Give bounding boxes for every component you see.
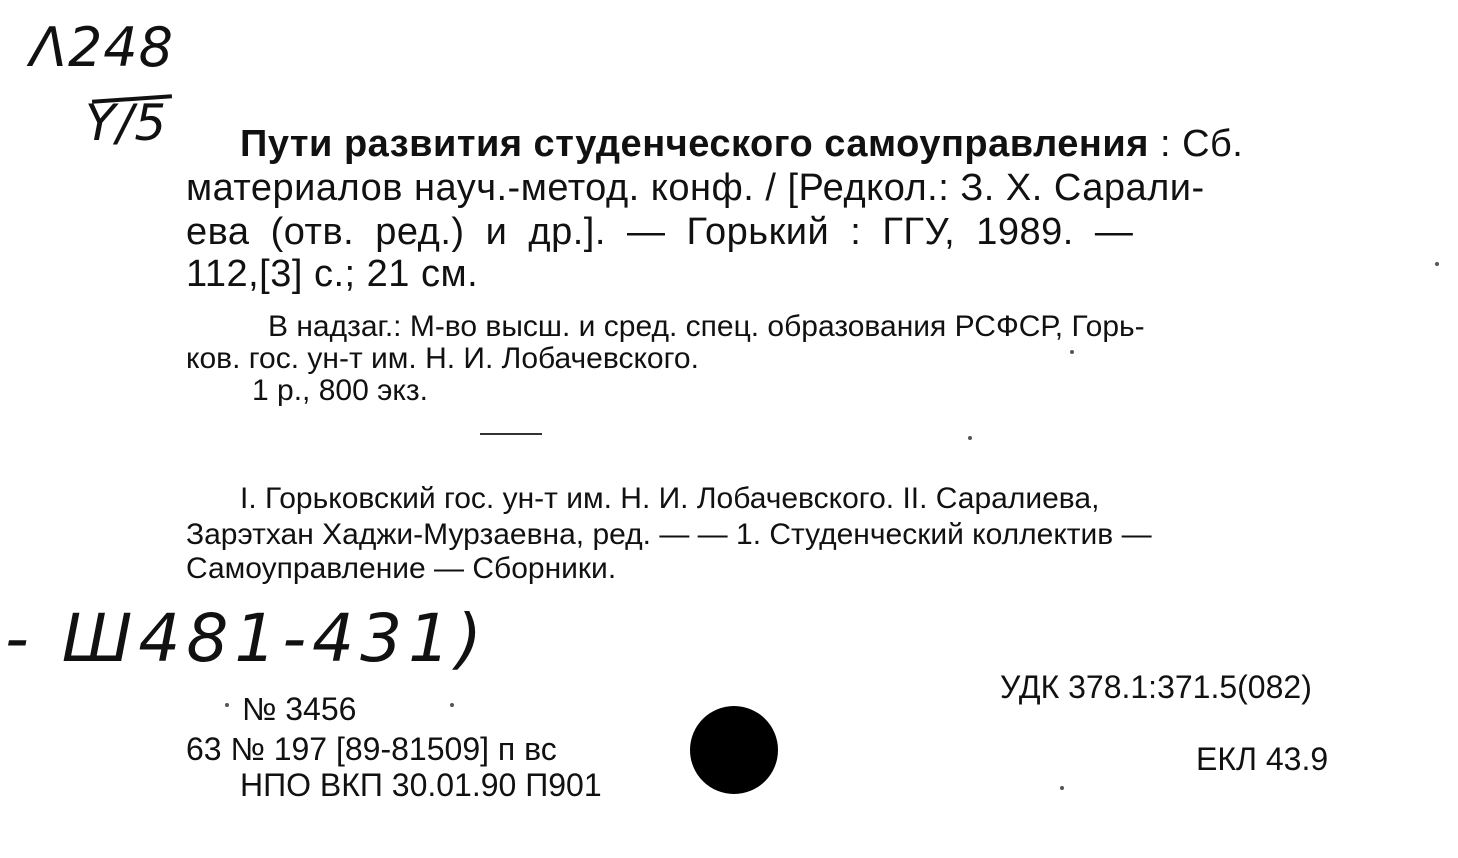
order-number: № 3456 [242, 691, 357, 727]
ink-speck [225, 703, 229, 707]
punch-hole [690, 706, 778, 794]
entry-line-3: ева (отв. ред.) и др.]. — Горький : ГГУ, 1989. — [186, 211, 1134, 253]
handwritten-call-number: Y/5 [85, 94, 168, 152]
ink-speck [1060, 786, 1064, 790]
entry-line-4: 112,[3] с.; 21 см. [186, 253, 479, 295]
entry-title-suffix: : Сб. [1159, 123, 1244, 165]
tracing-line-3: Самоуправление — Сборники. [186, 552, 617, 585]
tracing-line-2: Зарэтхан Хаджи-Мурзаевна, ред. — — 1. Студенческий коллектив — [186, 518, 1152, 551]
print-info: 63 № 197 [89-81509] п вс [186, 731, 557, 767]
npo-info: НПО ВКП 30.01.90 П901 [240, 767, 602, 803]
ink-speck [1070, 350, 1074, 354]
handwritten-shelf-mark: Λ248 [30, 16, 175, 79]
entry-line-2: материалов науч.-метод. конф. / [Редкол.: З. Х. Сарали- [186, 167, 1205, 209]
ekl-code: ЕКЛ 43.9 [1196, 741, 1329, 777]
entry-title-line [240, 122, 1243, 166]
note-line-2: ков. гос. ун-т им. Н. И. Лобачевского. [186, 342, 699, 375]
tracing-line-1: I. Горьковский гос. ун-т им. Н. И. Лобачевского. II. Саралиева, [240, 482, 1100, 515]
note-line-1: В надзаг.: М-во высш. и сред. спец. образования РСФСР, Горь- [268, 310, 1145, 343]
ink-speck [450, 703, 454, 707]
ink-speck [1435, 262, 1439, 266]
ink-speck [968, 436, 972, 440]
entry-title: Пути развития студенческого самоуправления [240, 123, 1149, 165]
price-line: 1 р., 800 экз. [252, 374, 428, 407]
handwritten-inventory-number: - Ш481-431) [5, 600, 488, 677]
separator-rule [480, 433, 542, 435]
udk-code: УДК 378.1:371.5(082) [1000, 669, 1312, 705]
